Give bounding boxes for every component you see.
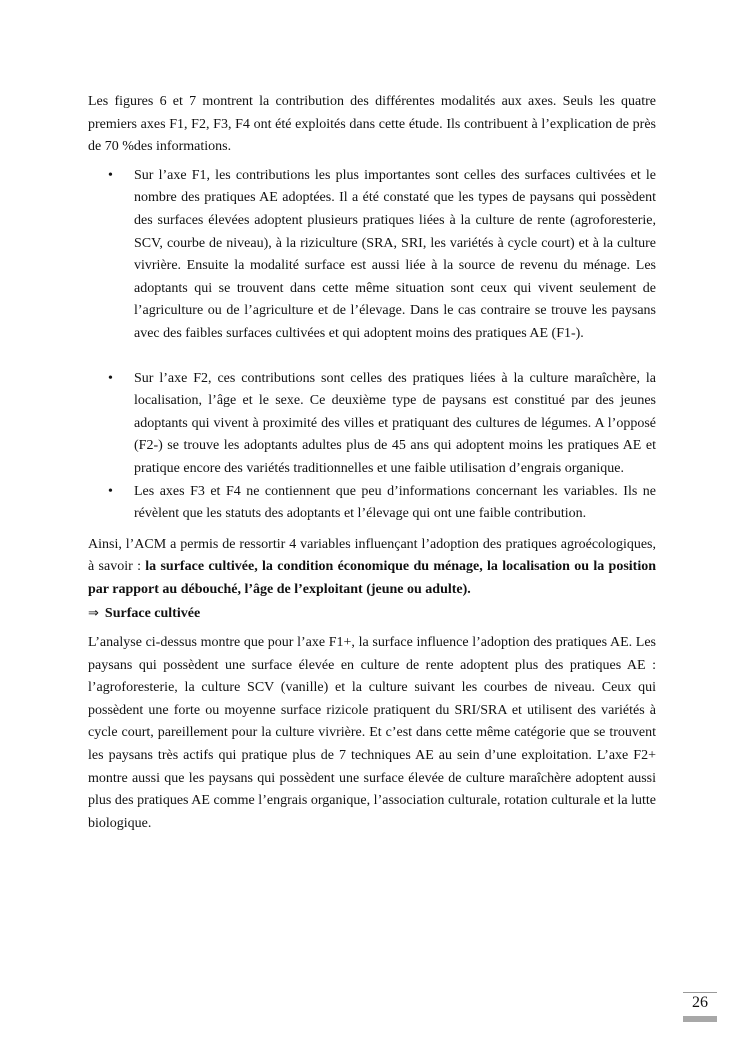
bullet-icon: •	[108, 370, 113, 386]
section-title: Surface cultivée	[104, 606, 201, 622]
list-item-text: Les axes F3 et F4 ne contiennent que peu d’informations concernant les variables. Ils ne révèlent que les statuts des adoptants et l’élevage qui ont une faible contribution.	[134, 483, 656, 522]
conclusion-text: Ainsi, l’ACM a permis de ressortir 4 variables influençant l’adoption des pratiques agroécologiques, à savoir :	[88, 536, 656, 575]
bullet-icon: •	[108, 167, 113, 183]
list-item-text: Sur l’axe F1, les contributions les plus importantes sont celles des surfaces cultivées et le nombre des pratiques AE adoptées. Il a été constaté que les types de paysans qui possèdent des surfaces élevées adoptent plusieurs pratiques liées à la culture de rente (agroforesterie, SCV, courbe de niveau), à la riziculture (SRA, SRI, les variétés à cycle court) et à la culture vivrière. Ensuite la modalité surface est aussi liée à la source de revenu du ménage. Les adoptants qui se trouvent dans cette même situation sont ceux qui vivent seulement de l’agriculture ou de l’agriculture et de l’élevage. Dans le cas contraire se trouve les paysans avec des faibles surfaces cultivées et qui adoptent moins des pratiques AE (F1-).	[134, 167, 656, 341]
intro-paragraph: Les figures 6 et 7 montrent la contribution des différentes modalités aux axes. Seuls les quatre premiers axes F1, F2, F3, F4 ont été exploités dans cette étude. Ils contribuent à l’explication de près de 70 %des informations.	[88, 94, 656, 155]
section-heading	[88, 603, 656, 626]
conclusion-bold-text: la surface cultivée, la condition économique du ménage, la localisation ou la position par rapport au débouché, l’âge de l’exploitant (jeune ou adulte).	[88, 559, 656, 597]
page-content	[88, 91, 656, 837]
section-body-paragraph: L’analyse ci-dessus montre que pour l’axe F1+, la surface influence l’adoption des pratiques AE. Les paysans qui possèdent une surface élevée en culture de rente adoptent plus des pratiques AE : l’agroforesterie, la culture SCV (vanille) et la culture suivant les courbes de niveau. Ceux qui possèdent une forte ou moyenne surface rizicole pratiquent du SRI/SRA et utilisent des variétés à cycle court, pareillement pour la culture vivrière. Et c’est dans cette même catégorie que se trouvent les paysans très actifs qui pratique plus de 7 techniques AE au sein d’une exploitation. L’axe F2+ montre aussi que les paysans qui possèdent une surface élevée de culture maraîchère adoptent aussi plus des pratiques AE comme l’engrais organique, l’association culturale, rotation culturale et la lutte biologique.	[88, 635, 656, 831]
list-item	[88, 368, 656, 481]
conclusion-paragraph	[88, 534, 656, 602]
right-double-arrow-icon: ⇒	[88, 606, 99, 622]
page-number-bar	[683, 1016, 717, 1022]
list-spacer	[88, 346, 656, 368]
list-item	[88, 165, 656, 346]
bullet-icon: •	[108, 483, 113, 499]
bullet-list	[88, 165, 656, 526]
page-number: 26	[692, 994, 708, 1011]
list-item-text: Sur l’axe F2, ces contributions sont celles des pratiques liées à la culture maraîchère, la localisation, l’âge et le sexe. Ce deuxième type de paysans est constitué par des jeunes adoptants qui vivent à proximité des villes et pratiquant des cultures de légumes. A l’opposé (F2-) se trouve les adoptants adultes plus de 45 ans qui adoptent moins les pratiques AE et pratique encore des variétés traditionnelles et une faible utilisation d’engrais organique.	[134, 370, 656, 476]
page-number-rule	[683, 992, 717, 993]
list-item	[88, 481, 656, 526]
